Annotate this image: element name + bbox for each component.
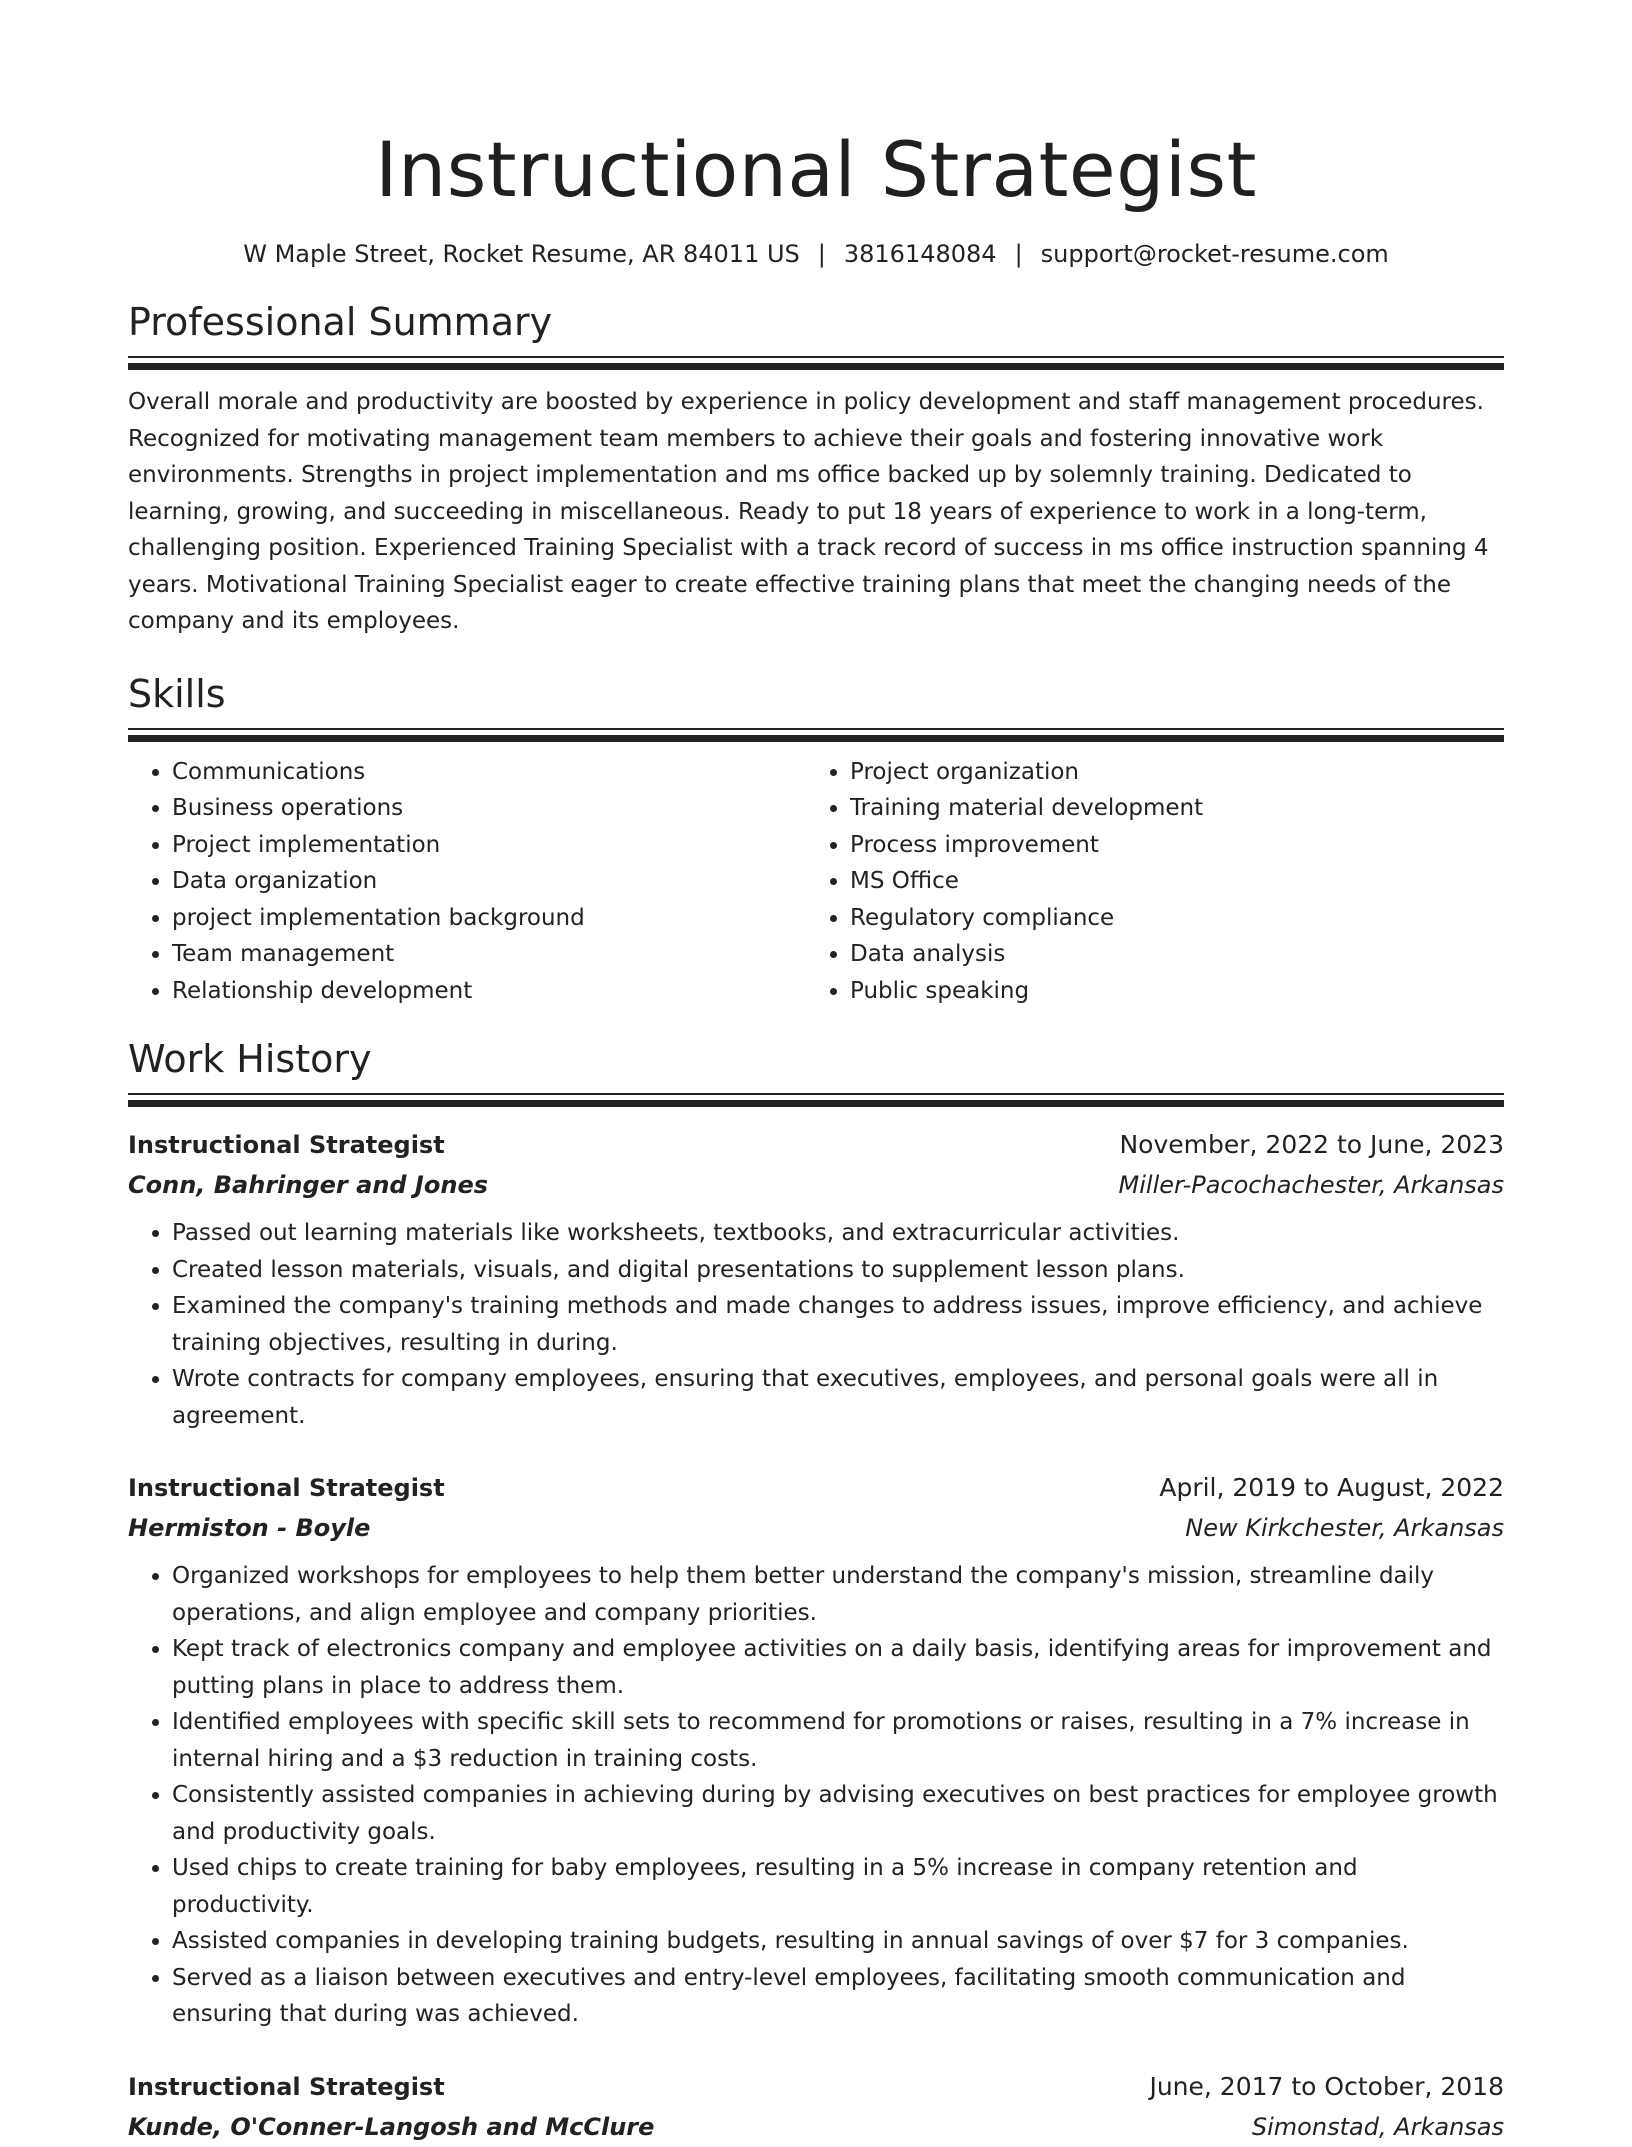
work-history-section [128,1035,1504,2147]
skill-item: • Public speaking [850,973,1484,1010]
section-divider [128,356,1504,358]
resume-page [128,0,1504,2147]
job-bullet: • Organized workshops for employees to help them better understand the company's mission, streamline daily operations, and align employee and company priorities. [172,1558,1504,1631]
candidate-name: Instructional Strategist [375,125,1257,214]
job-bullet: • Assisted companies in developing training budgets, resulting in annual savings of over $7 for 3 companies. [172,1923,1504,1960]
work-history-heading: Work History [128,1037,372,1081]
job-header-row [128,1468,1504,1508]
summary-heading: Professional Summary [128,300,553,344]
summary-text: Overall morale and productivity are boosted by experience in policy development and staff management procedures. Recognized for motivating management team members to achieve their goals and fostering innovative work environments. Strengths in project implementation and ms office backed up by solemnly training. Dedicated to learning, growing, and succeeding in miscellaneous. Ready to put 18 years of experience to work in a long-term, challenging position. Experienced Training Specialist with a track record of success in ms office instruction spanning 4 years. Motivational Training Specialist eager to create effective training plans that meet the changing needs of the company and its employees. [128,389,1489,634]
job-location: Simonstad, Arkansas [1251,2112,1504,2141]
job-bullet: • Created lesson materials, visuals, and digital presentations to supplement lesson plans. [172,1252,1504,1289]
skills-heading: Skills [128,671,226,716]
skill-item: • Data organization [172,863,806,900]
job-bullet: • Served as a liaison between executives and entry-level employees, facilitating smooth communication and ensuring that during was achieved. [172,1960,1504,2033]
job-entry [128,1468,1504,2033]
job-bullets [128,1215,1504,1434]
job-bullet: • Used chips to create training for baby employees, resulting in a 5% increase in company retention and productivity. [172,1850,1504,1923]
skill-item: • Communications [172,754,806,791]
job-entry [128,2067,1504,2147]
section-divider-thick [128,735,1504,742]
skill-item: • Relationship development [172,973,806,1010]
job-company-row [128,1165,1504,1205]
job-bullet: • Consistently assisted companies in achieving during by advising executives on best practices for employee growth and productivity goals. [172,1777,1504,1850]
job-bullet: • Wrote contracts for company employees, ensuring that executives, employees, and personal goals were all in agreement. [172,1361,1504,1434]
skill-item: • project implementation background [172,900,806,937]
section-divider [128,1093,1504,1095]
contact-separator: | [817,240,826,268]
job-dates: April, 2019 to August, 2022 [1159,1473,1504,1502]
job-title: Instructional Strategist [128,2072,445,2101]
contact-separator: | [1014,240,1023,268]
contact-email: support@rocket-resume.com [1040,240,1389,268]
section-divider [128,728,1504,730]
job-bullet: • Examined the company's training methods and made changes to address issues, improve efficiency, and achieve training objectives, resulting in during. [172,1288,1504,1361]
skills-list-right [806,754,1484,1010]
job-company: Kunde, O'Conner-Langosh and McClure [128,2112,655,2141]
job-dates: November, 2022 to June, 2023 [1119,1130,1504,1159]
job-company: Conn, Bahringer and Jones [128,1171,488,1199]
job-title: Instructional Strategist [128,1474,445,1502]
section-divider-thick [128,363,1504,370]
contact-phone: 3816148084 [843,240,997,268]
skill-item: • Project organization [850,754,1484,791]
job-location: Miller-Pacochachester, Arkansas [1118,1171,1504,1199]
job-bullet: • Identified employees with specific skill sets to recommend for promotions or raises, resulting in a 7% increase in internal hiring and a $3 reduction in training costs. [172,1704,1504,1777]
skill-item: • Process improvement [850,827,1484,864]
section-divider-thick [128,1100,1504,1107]
contact-address: W Maple Street, Rocket Resume, AR 84011 US [243,240,800,268]
skills-section [128,670,1504,1010]
skill-item: • Training material development [850,790,1484,827]
job-dates: June, 2017 to October, 2018 [1149,2071,1504,2101]
skill-item: • Regulatory compliance [850,900,1484,937]
job-company: Hermiston - Boyle [128,1514,371,1542]
job-bullet: • Passed out learning materials like worksheets, textbooks, and extracurricular activities. [172,1215,1504,1252]
job-header-row [128,2067,1504,2107]
job-company-row [128,2107,1504,2147]
skill-item: • MS Office [850,863,1484,900]
job-bullet: • Kept track of electronics company and employee activities on a daily basis, identifying areas for improvement and putting plans in place to address them. [172,1631,1504,1704]
job-title: Instructional Strategist [128,1131,445,1159]
skill-item: • Project implementation [172,827,806,864]
skills-grid [128,754,1504,1010]
skill-item: • Data analysis [850,936,1484,973]
skill-item: • Team management [172,936,806,973]
job-company-row [128,1508,1504,1548]
job-entry [128,1125,1504,1434]
skill-item: • Business operations [172,790,806,827]
contact-line [128,238,1504,270]
job-header-row [128,1125,1504,1165]
job-location: New Kirkchester, Arkansas [1185,1514,1504,1542]
summary-section [128,298,1504,640]
skills-list-left [128,754,806,1010]
job-bullets [128,1558,1504,2033]
